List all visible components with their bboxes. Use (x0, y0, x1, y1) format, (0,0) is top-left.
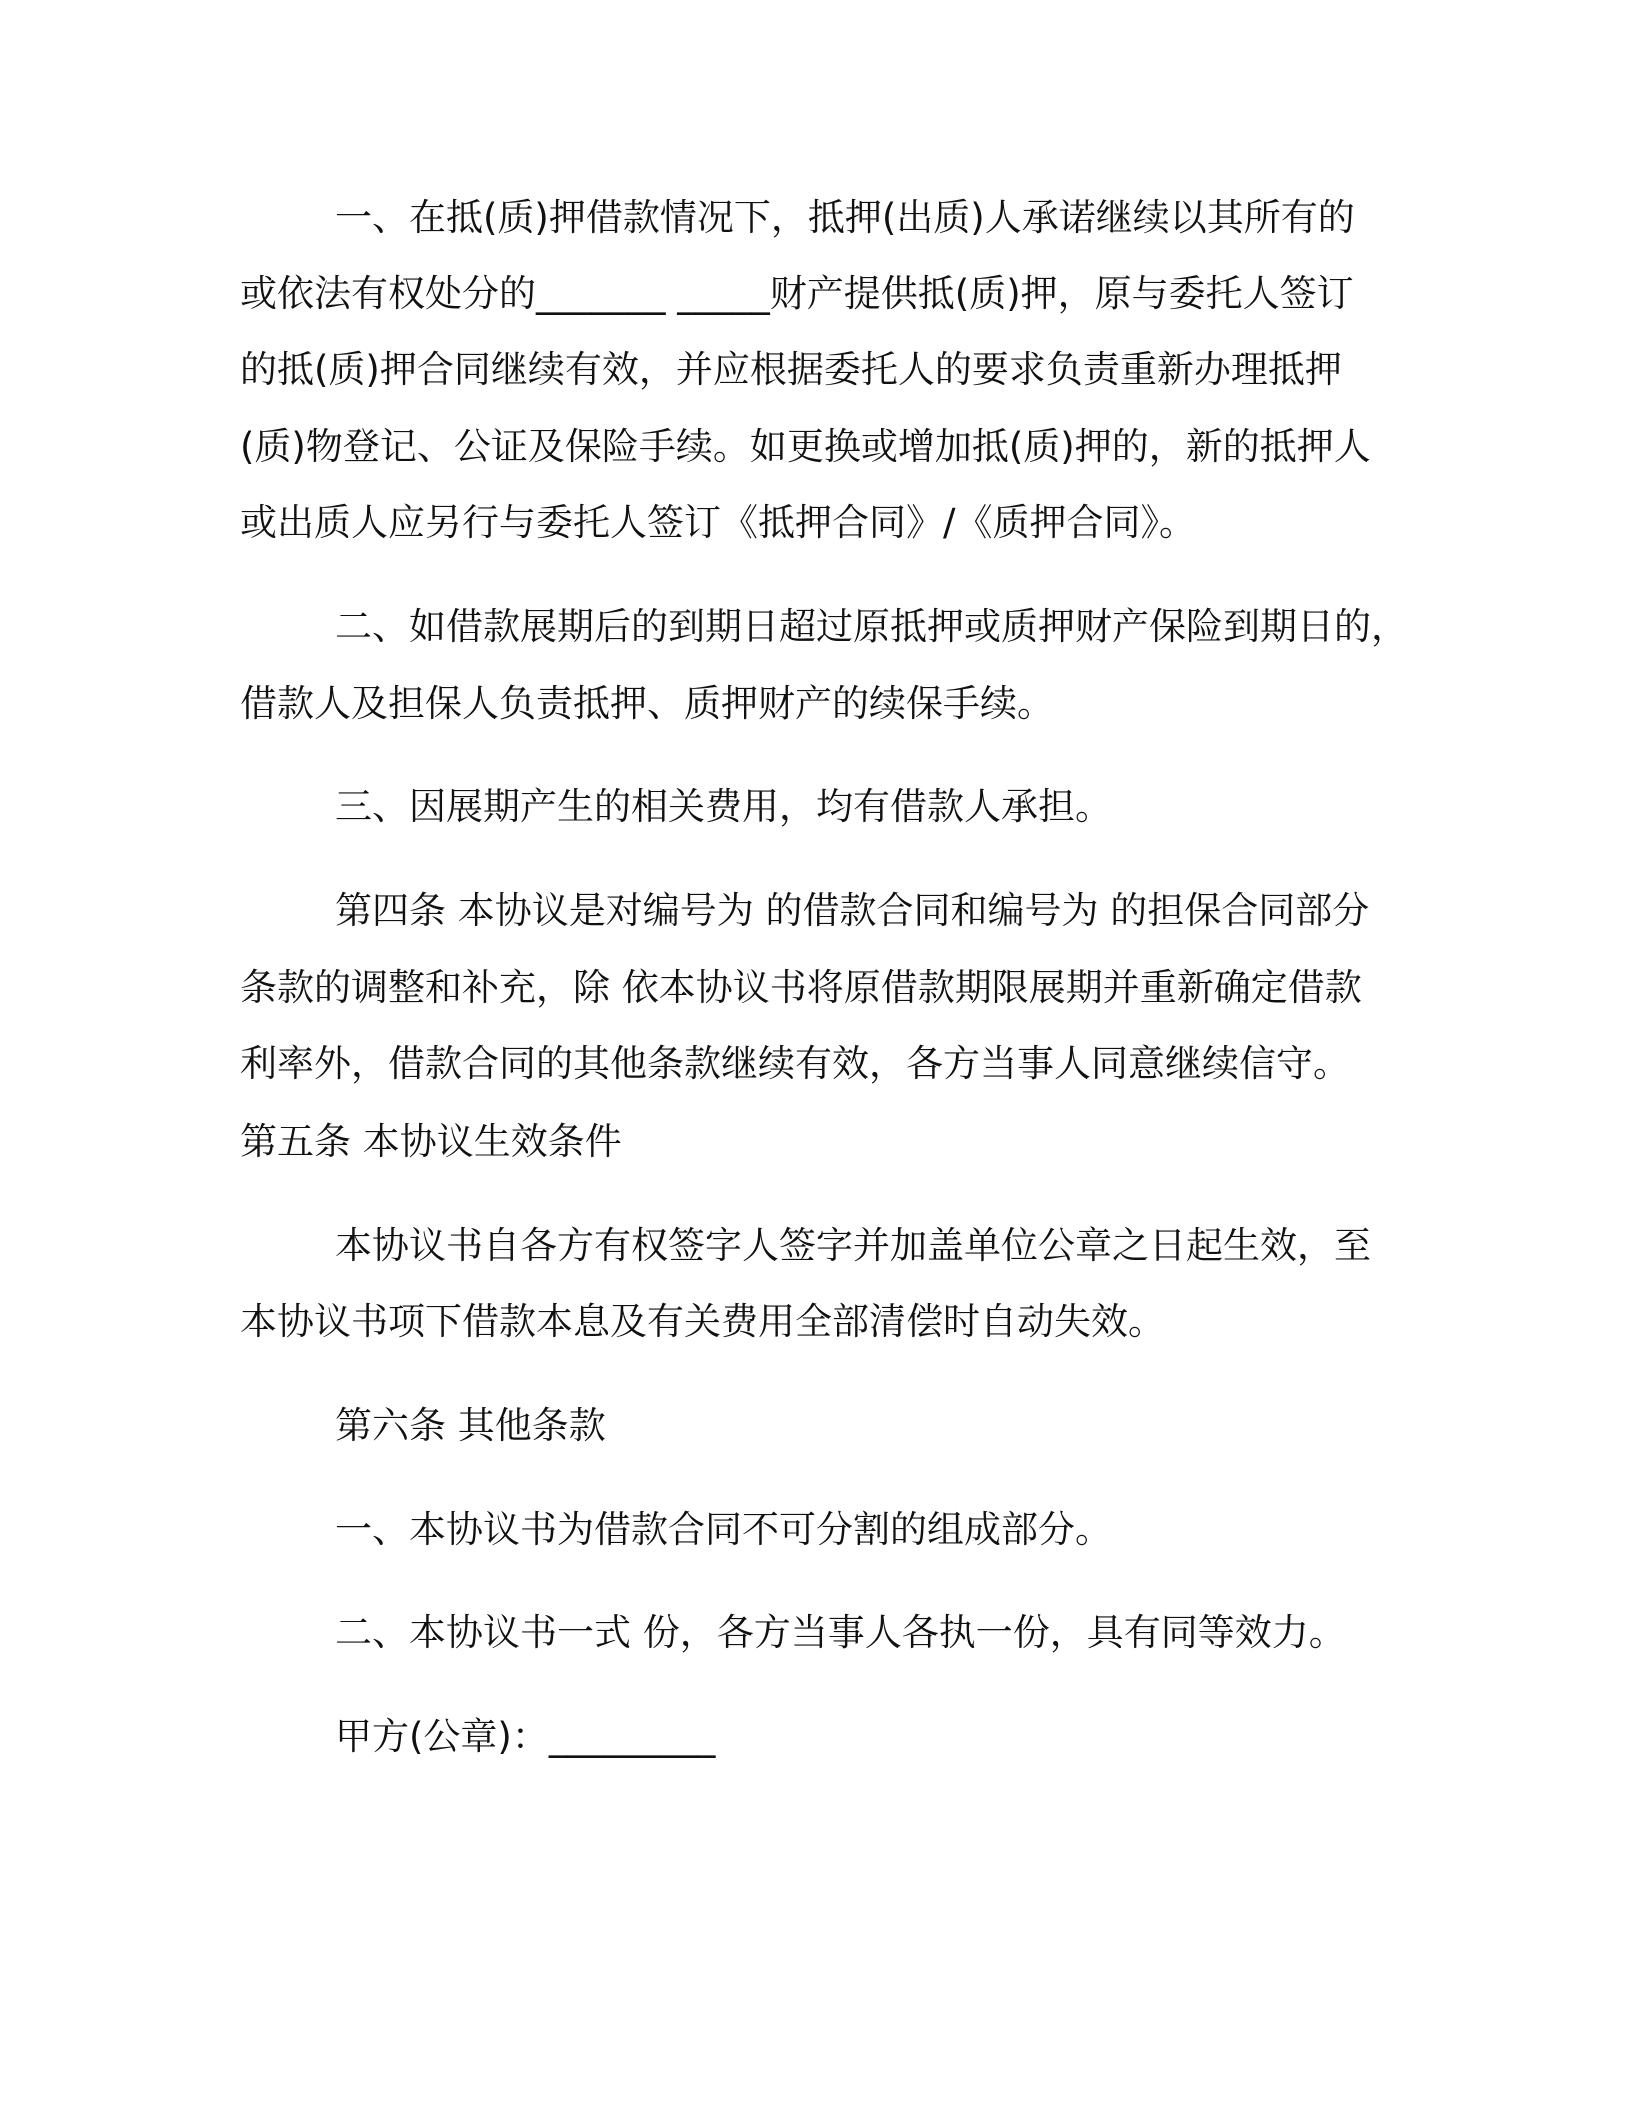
para-1-line-4: (质)物登记、公证及保险手续。如更换或增加抵(质)押的，新的抵押人 (240, 425, 1371, 468)
article-5-heading: 第五条 本协议生效条件 (240, 1120, 622, 1163)
article-6-heading: 第六条 其他条款 (335, 1404, 606, 1447)
article-5-line-1: 本协议书自各方有权签字人签字并加盖单位公章之日起生效，至 (335, 1224, 1371, 1267)
article-6-item-2: 二、本协议书一式 份，各方当事人各执一份，具有同等效力。 (335, 1611, 1346, 1654)
para-2-line-1: 二、如借款展期后的到期日超过原抵押或质押财产保险到期日的， (335, 605, 1408, 648)
para-1-line-1: 一、在抵(质)押借款情况下，抵押(出质)人承诺继续以其所有的 (335, 196, 1355, 239)
article-4-line-1: 第四条 本协议是对编号为 的借款合同和编号为 的担保合同部分 (335, 889, 1370, 932)
para-1-line-5: 或出质人应另行与委托人签订《抵押合同》/《质押合同》。 (240, 501, 1196, 544)
article-5-line-2: 本协议书项下借款本息及有关费用全部清偿时自动失效。 (240, 1300, 1165, 1343)
article-6-item-1: 一、本协议书为借款合同不可分割的组成部分。 (335, 1508, 1112, 1551)
para-1-line-2: 或依法有权处分的_______ _____财产提供抵(质)押，原与委托人签订 (240, 272, 1354, 315)
article-4-line-2: 条款的调整和补充，除 依本协议书将原借款期限展期并重新确定借款 (240, 966, 1362, 1009)
para-3-line-1: 三、因展期产生的相关费用，均有借款人承担。 (335, 785, 1112, 828)
para-2-line-2: 借款人及担保人负责抵押、质押财产的续保手续。 (240, 682, 1054, 725)
article-4-line-3: 利率外，借款合同的其他条款继续有效，各方当事人同意继续信守。 (240, 1042, 1350, 1085)
party-a-seal-line: 甲方(公章)：_________ (335, 1715, 716, 1758)
para-1-line-3: 的抵(质)押合同继续有效，并应根据委托人的要求负责重新办理抵押 (240, 348, 1342, 391)
